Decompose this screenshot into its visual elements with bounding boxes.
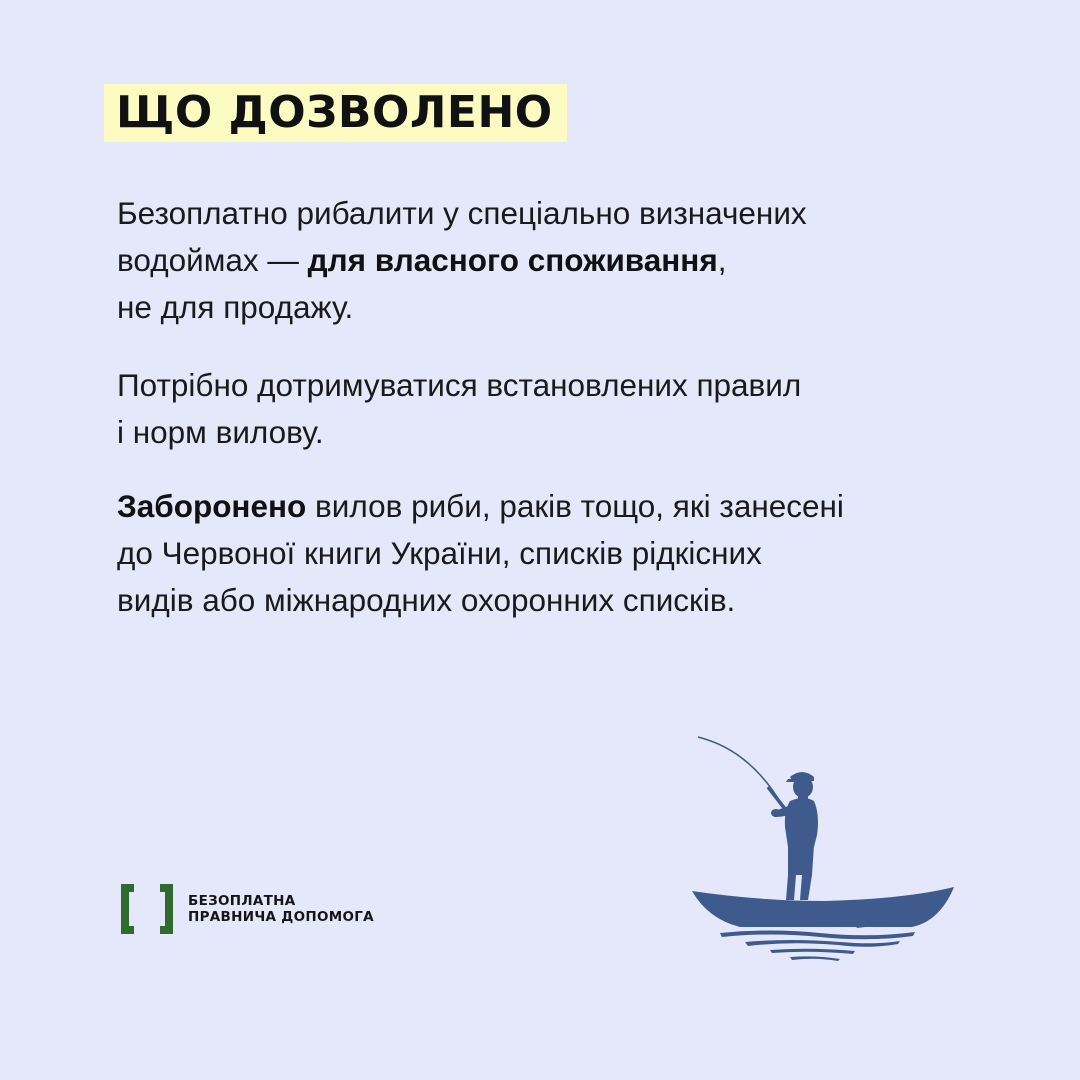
paragraph-line: Потрібно дотримуватися встановлених правил	[117, 367, 802, 403]
paragraph-line: до Червоної книги України, списків рідкісних	[117, 535, 762, 571]
bold-text: для власного споживання	[307, 242, 718, 278]
fisherman-in-boat-icon	[690, 735, 960, 980]
logo-line: ПРАВНИЧА ДОПОМОГА	[188, 909, 374, 925]
text-segment: ,	[717, 242, 727, 278]
paragraph-line: і норм вилову.	[117, 414, 324, 450]
paragraph-line	[117, 237, 997, 284]
text-segment: вилов риби, раків тощо, які занесені	[306, 488, 844, 524]
paragraph-line: видів або міжнародних охоронних списків.	[117, 582, 736, 618]
paragraph-free-fishing	[117, 190, 997, 331]
paragraph-line: не для продажу.	[117, 289, 354, 325]
bold-text: Заборонено	[117, 488, 307, 524]
title-highlight	[104, 84, 567, 142]
paragraph-prohibited	[117, 483, 997, 624]
page-title: ЩО ДОЗВОЛЕНО	[116, 87, 553, 138]
paragraph-rules	[117, 362, 997, 456]
logo-line: БЕЗОПЛАТНА	[188, 893, 296, 909]
bracket-logo-icon	[118, 884, 176, 934]
paragraph-line: Безоплатно рибалити у спеціально визначених	[117, 195, 807, 231]
paragraph-line	[117, 483, 997, 530]
text-segment: водоймах —	[117, 242, 308, 278]
logo	[118, 884, 374, 934]
logo-text	[188, 893, 374, 925]
